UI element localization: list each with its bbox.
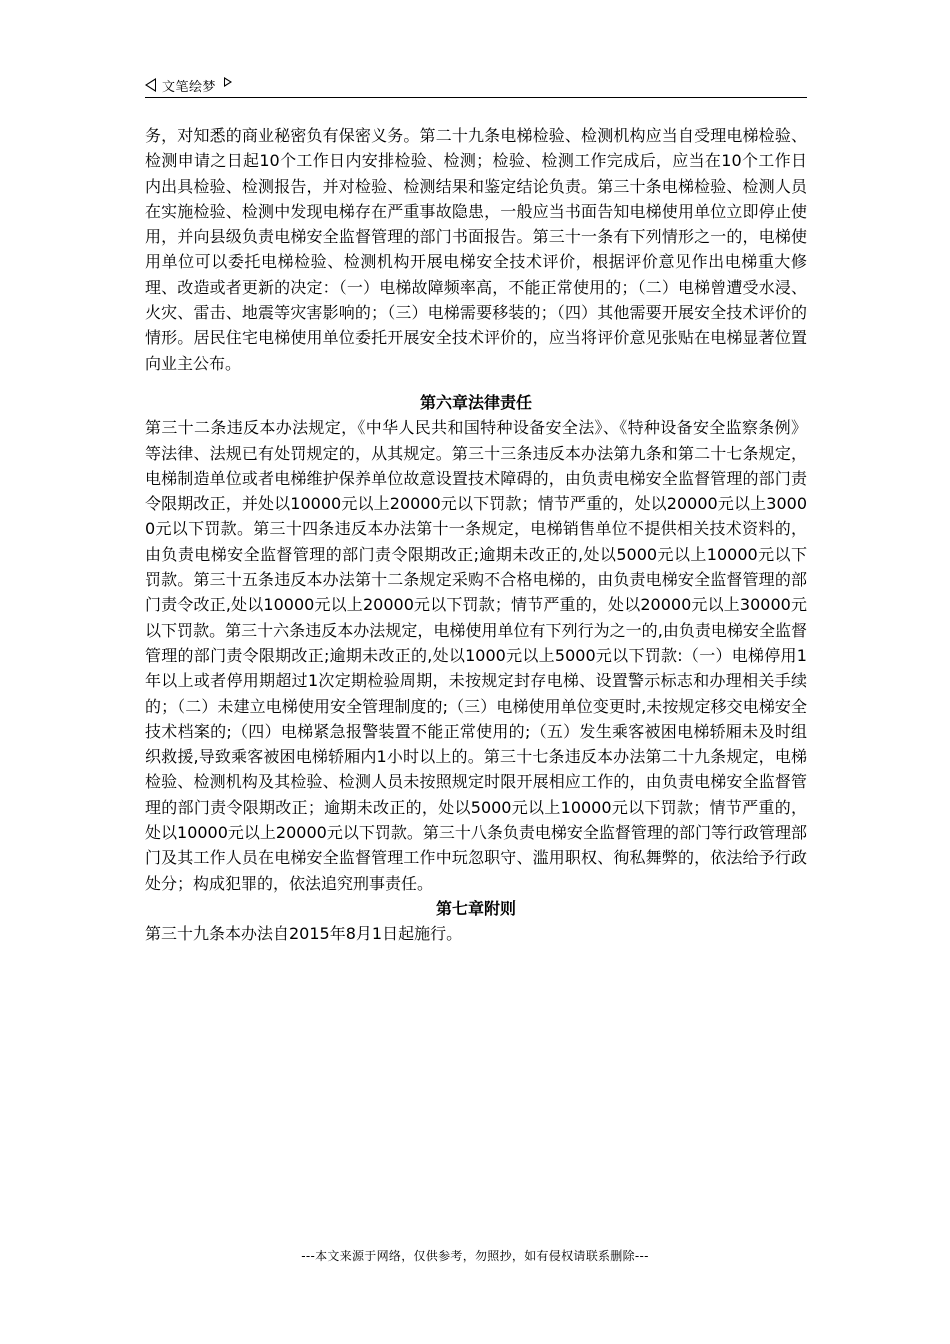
- page-footer-disclaimer: ---本文来源于网络，仅供参考，勿照抄，如有侵权请联系删除---: [301, 1249, 649, 1263]
- header-brand: 文笔绘梦: [162, 79, 217, 95]
- page-header: [145, 73, 807, 98]
- triangle-right-icon: [224, 77, 232, 87]
- chapter-7-title: 第七章附则: [435, 898, 516, 918]
- triangle-left-icon: [145, 78, 156, 92]
- chapter-6-title: 第六章法律责任: [419, 392, 532, 412]
- paragraph-2: 第三十二条违反本办法规定，《中华人民共和国特种设备安全法》、《特种设备安全监察条例》等法律、法规已有处罚规定的，从其规定。第三十三条违反本办法第九条和第二十七条规定，电梯制造单位或者电梯维护保养单位故意设置技术障碍的，由负责电梯安全监督管理的部门责令限期改正，并处以10000元以上20000元以下罚款；情节严重的，处以20000元以上30000元以下罚款。第三十四条违反本办法第十一条规定，电梯销售单位不提供相关技术资料的，由负责电梯安全监督管理的部门责令限期改正;逾期未改正的,处以5000元以上10000元以下罚款。第三十五条违反本办法第十二条规定采购不合格电梯的，由负责电梯安全监督管理的部门责令改正,处以10000元以上20000元以下罚款；情节严重的，处以20000元以上30000元以下罚款。第三十六条违反本办法规定，电梯使用单位有下列行为之一的,由负责电梯安全监督管理的部门责令限期改正;逾期未改正的,处以1000元以上5000元以下罚款:（一）电梯停用1年以上或者停用期超过1次定期检验周期，未按规定封存电梯、设置警示标志和办理相关手续的；（二）未建立电梯使用安全管理制度的;（三）电梯使用单位变更时,未按规定移交电梯安全技术档案的;（四）电梯紧急报警装置不能正常使用的;（五）发生乘客被困电梯轿厢未及时组织救援,导致乘客被困电梯轿厢内1小时以上的。第三十七条违反本办法第二十九条规定，电梯检验、检测机构及其检验、检测人员未按照规定时限开展相应工作的，由负责电梯安全监督管理的部门责令限期改正；逾期未改正的，处以5000元以上10000元以下罚款；情节严重的，处以10000元以上20000元以下罚款。第三十八条负责电梯安全监督管理的部门等行政管理部门及其工作人员在电梯安全监督管理工作中玩忽职守、滥用职权、徇私舞弊的，依法给予行政处分；构成犯罪的，依法追究刑事责任。: [145, 418, 807, 893]
- paragraph-3: 第三十九条本办法自2015年8月1日起施行。: [145, 924, 463, 944]
- document-body: [145, 123, 807, 947]
- paragraph-1: 务，对知悉的商业秘密负有保密义务。第二十九条电梯检验、检测机构应当自受理电梯检验、检测申请之日起10个工作日内安排检验、检测；检验、检测工作完成后，应当在10个工作日内出具检验、检测报告，并对检验、检测结果和鉴定结论负责。第三十条电梯检验、检测人员在实施检验、检测中发现电梯存在严重事故隐患，一般应当书面告知电梯使用单位立即停止使用，并向县级负责电梯安全监督管理的部门书面报告。第三十一条有下列情形之一的，电梯使用单位可以委托电梯检验、检测机构开展电梯安全技术评价，根据评价意见作出电梯重大修理、改造或者更新的决定：（一）电梯故障频率高，不能正常使用的；（二）电梯曾遭受水浸、火灾、雷击、地震等灾害影响的；（三）电梯需要移装的；（四）其他需要开展安全技术评价的情形。居民住宅电梯使用单位委托开展安全技术评价的，应当将评价意见张贴在电梯显著位置向业主公布。: [145, 126, 807, 373]
